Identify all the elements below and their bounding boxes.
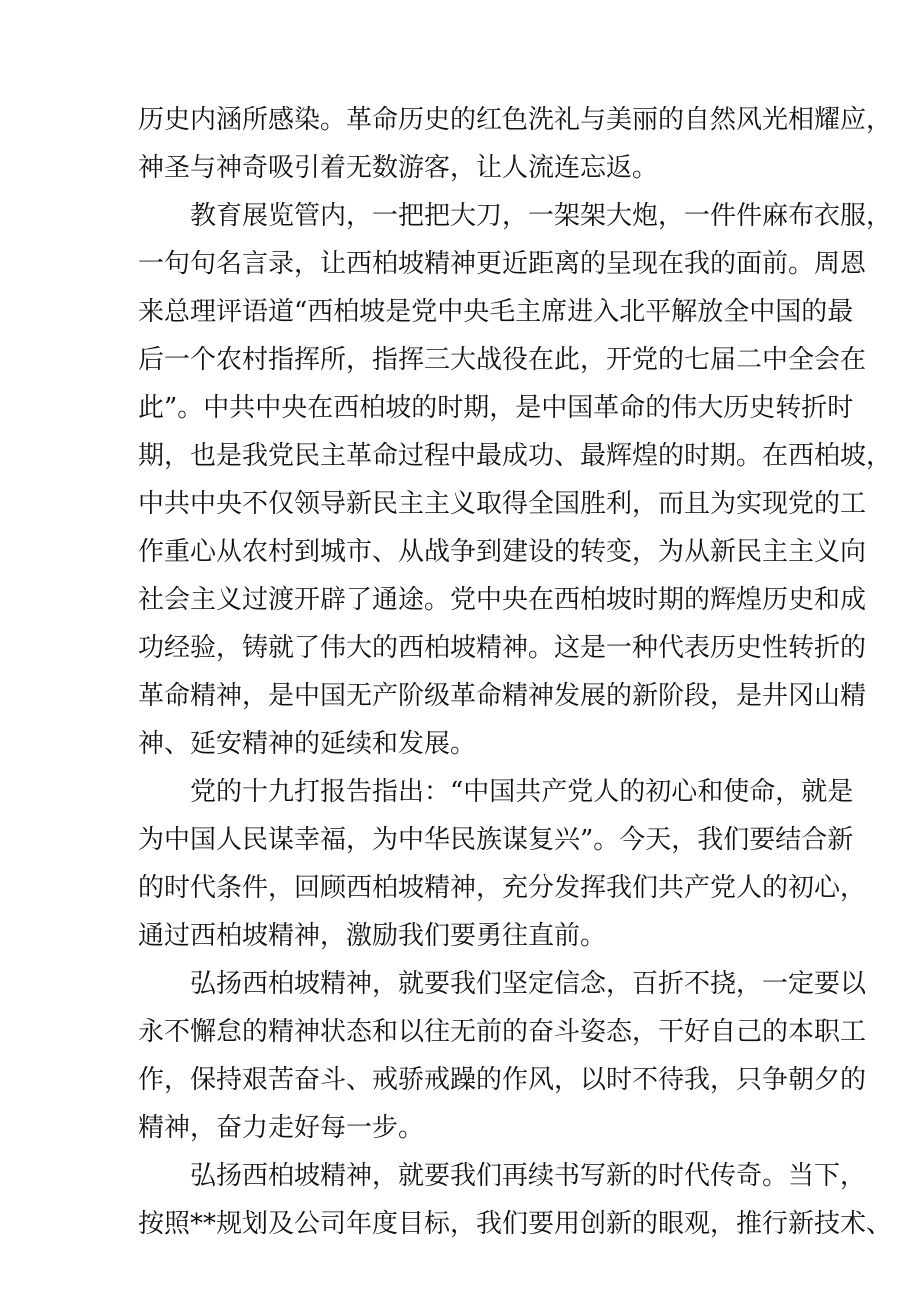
document-body: [138, 96, 893, 1248]
text-line: 神、延安精神的延续和发展。: [138, 729, 477, 759]
text-line: 弘扬西柏坡精神，就要我们坚定信念，百折不挠，一定要以: [190, 969, 867, 999]
paragraph-2: [138, 192, 893, 768]
text-line: 为中国人民谋幸福，为中华民族谋复兴”。今天，我们要结合新: [138, 825, 854, 855]
text-line: 通过西柏坡精神，激励我们要勇往直前。: [138, 921, 607, 951]
text-line: 作，保持艰苦奋斗、戒骄戒躁的作风，以时不待我，只争朝夕的: [138, 1065, 867, 1095]
text-line: 历史内涵所感染。革命历史的红色洗礼与美丽的自然风光相耀应，: [138, 105, 893, 135]
paragraph-3: [138, 768, 867, 960]
text-line: 精神，奋力走好每一步。: [138, 1113, 425, 1143]
text-line: 中共中央不仅领导新民主主义取得全国胜利，而且为实现党的工: [138, 489, 867, 519]
text-line: 此”。中共中央在西柏坡的时期，是中国革命的伟大历史转折时: [138, 393, 854, 423]
text-line: 一句句名言录，让西柏坡精神更近距离的呈现在我的面前。周恩: [138, 249, 867, 279]
text-line: 社会主义过渡开辟了通途。党中央在西柏坡时期的辉煌历史和成: [138, 585, 867, 615]
text-line: 教育展览管内，一把把大刀，一架架大炮，一件件麻布衣服，: [190, 201, 893, 231]
text-line: 神圣与神奇吸引着无数游客，让人流连忘返。: [138, 153, 659, 183]
text-line: 按照**规划及公司年度目标，我们要用创新的眼观，推行新技术、: [138, 1209, 893, 1239]
text-line: 党的十九打报告指出：“中国共产党人的初心和使命，就是: [190, 777, 854, 807]
paragraph-4: [138, 960, 867, 1152]
text-line: 革命精神，是中国无产阶级革命精神发展的新阶段，是井冈山精: [138, 681, 867, 711]
paragraph-1: [138, 96, 893, 192]
text-line: 作重心从农村到城市、从战争到建设的转变，为从新民主主义向: [138, 537, 867, 567]
text-line: 的时代条件，回顾西柏坡精神，充分发挥我们共产党人的初心，: [138, 873, 867, 903]
paragraph-5: [138, 1152, 893, 1248]
text-line: 弘扬西柏坡精神，就要我们再续书写新的时代传奇。当下，: [190, 1161, 867, 1191]
text-line: 期，也是我党民主革命过程中最成功、最辉煌的时期。在西柏坡，: [138, 441, 893, 471]
text-line: 来总理评语道“西柏坡是党中央毛主席进入北平解放全中国的最: [138, 297, 854, 327]
text-line: 后一个农村指挥所，指挥三大战役在此，开党的七届二中全会在: [138, 345, 867, 375]
text-line: 永不懈怠的精神状态和以往无前的奋斗姿态，干好自己的本职工: [138, 1017, 867, 1047]
text-line: 功经验，铸就了伟大的西柏坡精神。这是一种代表历史性转折的: [138, 633, 867, 663]
